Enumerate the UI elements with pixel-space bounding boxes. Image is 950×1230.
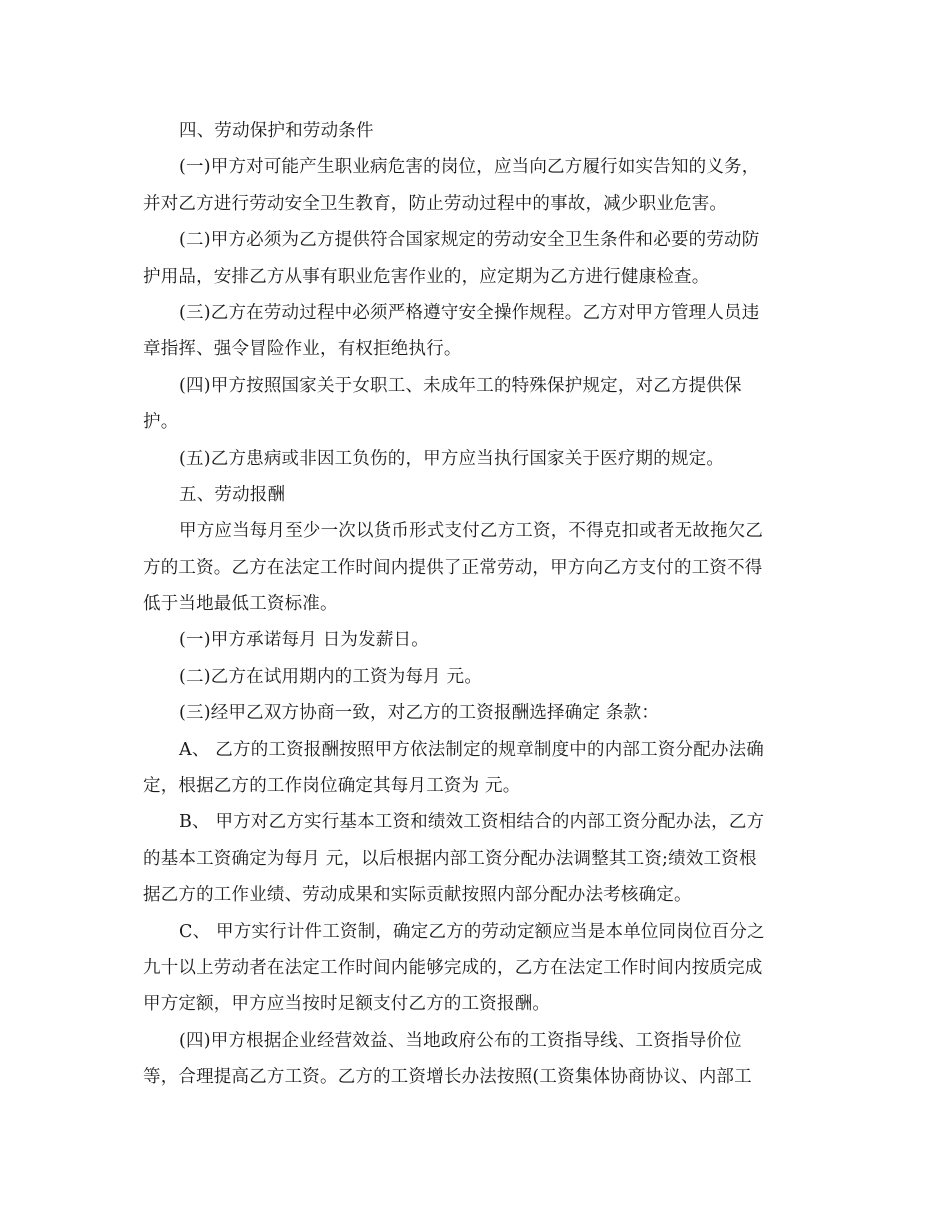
paragraph-line: (二)乙方在试用期内的工资为每月 元。	[179, 666, 483, 687]
paragraph-line: (一)甲方对可能产生职业病危害的岗位，应当向乙方履行如实告知的义务，	[179, 157, 760, 178]
paragraph-line: 定，根据乙方的工作岗位确定其每月工资为 元。	[143, 776, 521, 797]
section-heading-5: 五、劳动报酬	[179, 484, 286, 505]
paragraph-line: 章指挥、强令冒险作业，有权拒绝执行。	[143, 339, 462, 360]
paragraph-line: 的基本工资确定为每月 元，以后根据内部工资分配办法调整其工资;绩效工资根	[143, 848, 757, 869]
paragraph-line: A、 乙方的工资报酬按照甲方依法制定的规章制度中的内部工资分配办法确	[179, 739, 764, 760]
paragraph-line: (四)甲方根据企业经营效益、当地政府公布的工资指导线、工资指导价位	[179, 1030, 742, 1051]
paragraph-line: 等，合理提高乙方工资。乙方的工资增长办法按照(工资集体协商协议、内部工	[143, 1067, 752, 1088]
paragraph-line: (三)乙方在劳动过程中必须严格遵守安全操作规程。乙方对甲方管理人员违	[179, 302, 760, 323]
paragraph-line: 九十以上劳动者在法定工作时间内能够完成的，乙方在法定工作时间内按质完成	[143, 957, 763, 978]
paragraph-line: (三)经甲乙双方协商一致，对乙方的工资报酬选择确定 条款：	[179, 703, 660, 724]
document-body	[143, 113, 803, 1096]
paragraph-line: 并对乙方进行劳动安全卫生教育，防止劳动过程中的事故，减少职业危害。	[143, 193, 728, 214]
paragraph-line: (二)甲方必须为乙方提供符合国家规定的劳动安全卫生条件和必要的劳动防	[179, 230, 760, 251]
paragraph-line: 据乙方的工作业绩、劳动成果和实际贡献按照内部分配办法考核确定。	[143, 885, 692, 906]
paragraph-line: C、 甲方实行计件工资制，确定乙方的劳动定额应当是本单位同岗位百分之	[179, 921, 765, 942]
paragraph-line: (五)乙方患病或非因工负伤的，甲方应当执行国家关于医疗期的规定。	[179, 448, 725, 469]
paragraph-line: 方的工资。乙方在法定工作时间内提供了正常劳动，甲方向乙方支付的工资不得	[143, 557, 763, 578]
paragraph-line: 护用品，安排乙方从事有职业危害作业的，应定期为乙方进行健康检查。	[143, 266, 710, 287]
paragraph-line: 护。	[143, 412, 179, 433]
section-heading-4: 四、劳动保护和劳动条件	[179, 121, 374, 141]
paragraph-line: (四)甲方按照国家关于女职工、未成年工的特殊保护规定，对乙方提供保	[179, 375, 742, 396]
paragraph-line: 甲方应当每月至少一次以货币形式支付乙方工资，不得克扣或者无故拖欠乙	[179, 521, 764, 542]
paragraph-line: 低于当地最低工资标准。	[143, 594, 338, 615]
paragraph-line: 甲方定额，甲方应当按时足额支付乙方的工资报酬。	[143, 994, 551, 1015]
paragraph-line: B、 甲方对乙方实行基本工资和绩效工资相结合的内部工资分配办法，乙方	[179, 812, 765, 833]
paragraph-line: (一)甲方承诺每月 日为发薪日。	[179, 630, 429, 651]
